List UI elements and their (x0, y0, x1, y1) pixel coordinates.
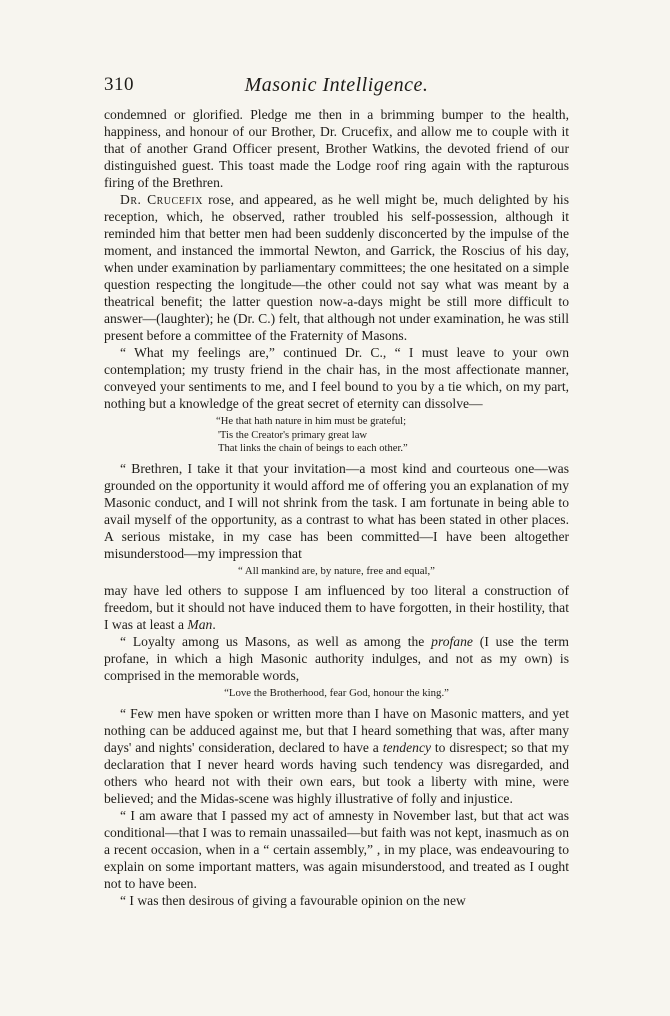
emphasis: tendency (382, 739, 432, 755)
paragraph-feelings: “ What my feelings are,” continued Dr. C., “ I must leave to your own contemplation; my trusty friend in the chair has, in the most affectionate manner, conveyed your sentiments to me, and I feel bound to you by a tie which, on my part, nothing but a knowledge of the great secret of eternity can dissolve— (104, 345, 569, 411)
running-title: Masonic Intelligence. (244, 74, 429, 96)
quotation-love-the-brotherhood: “Love the Brotherhood, fear God, honour the king.” (224, 687, 449, 699)
paragraph-loyalty (104, 633, 569, 684)
paragraph-freedom (104, 582, 569, 633)
paragraph-text: “ Few men have spoken or written more than I have on Masonic matters, and yet nothing can be adduced against me, but that I heard something that was, after many days' and nights' consideration, declared to have a (104, 705, 569, 755)
paragraph-text: . (212, 617, 216, 632)
paragraph-text: may have led others to suppose I am influenced by too literal a construction of freedom, but it should not have induced them to have forgotten, in their hostility, that I was at least a (104, 583, 569, 632)
page-header (104, 74, 569, 104)
verse-line: 'Tis the Creator's primary great law (218, 429, 368, 441)
paragraph-text: (I use the term profane, in which a high Masonic authority indulges, and not as my own) is comprised in the memorable words, (104, 634, 570, 683)
paragraph-brethren: “ Brethren, I take it that your invitation—a most kind and courteous one—was grounded on the opportunity it would afford me of offering you an explanation of my Masonic conduct, and I will not shrink from the task. I am fortunate in being able to avail myself of the opportunity, as a contrast to what has been stated in other places. A serious mistake, in my case has been committed—I have been altogether misunderstood—my impression that (104, 460, 569, 561)
paragraph-text: to disrespect; so that my declaration that I never heard words having such tendency was disregarded, and others who heard not with their own ears, but took a liberty with mine, were believed; and the Midas-scene was highly illustrative of folly and injustice. (104, 739, 569, 806)
paragraph-amnesty: “ I am aware that I passed my act of amnesty in November last, but that act was conditional—that I was to remain unassailed—but faith was not kept, inasmuch as on a recent occasion, when in a “ certain assembly,” , in my place, was endeavouring to explain on some important matters, was again misunderstood, and treated as I ought not to have been. (104, 807, 569, 891)
verse-line: “He that hath nature in him must be grateful; (216, 416, 407, 427)
paragraph-desirous: “ I was then desirous of giving a favourable opinion on the new (120, 892, 466, 908)
quotation-free-and-equal: “ All mankind are, by nature, free and equal,” (238, 564, 435, 577)
emphasis: profane (431, 634, 473, 649)
emphasis: Man (187, 617, 213, 632)
verse-line: That links the chain of beings to each other.” (218, 443, 408, 454)
speaker-name: Dr. Crucefix (120, 192, 203, 207)
paragraph-toast: condemned or glorified. Pledge me then in a brimming bumper to the health, happiness, and honour of our Brother, Dr. Crucefix, and allow me to couple with it that of another Grand Officer present, Brother Watkins, the devoted friend of our distinguished guest. This toast made the Lodge roof ring again with the rapturous firing of the Brethren. (104, 107, 569, 190)
paragraph-few-men (104, 705, 569, 807)
page-number: 310 (104, 74, 134, 95)
paragraph-crucefix-reply (104, 191, 569, 344)
paragraph-text: “ Loyalty among us Masons, as well as among the (120, 634, 432, 649)
verse-quotation (216, 415, 569, 456)
page-body (104, 106, 569, 909)
paragraph-text: rose, and appeared, as he well might be, much delighted by his reception, which, he observed, rather troubled his self-possession, although it reminded him that better men had been suddenly disconcerted by the impulse of the moment, and instanced the immortal Newton, and Garrick, the Roscius of his day, when under examination by parliamentary committees; the one hesitated on a simple question respecting the longitude—the other could not say what was meant by a theatrical benefit; the latter question now-a-days might be still more difficult to answer—(laughter); he (Dr. C.) felt, that although not under examination, he was still present before a committee of the Fraternity of Masons. (104, 192, 569, 343)
